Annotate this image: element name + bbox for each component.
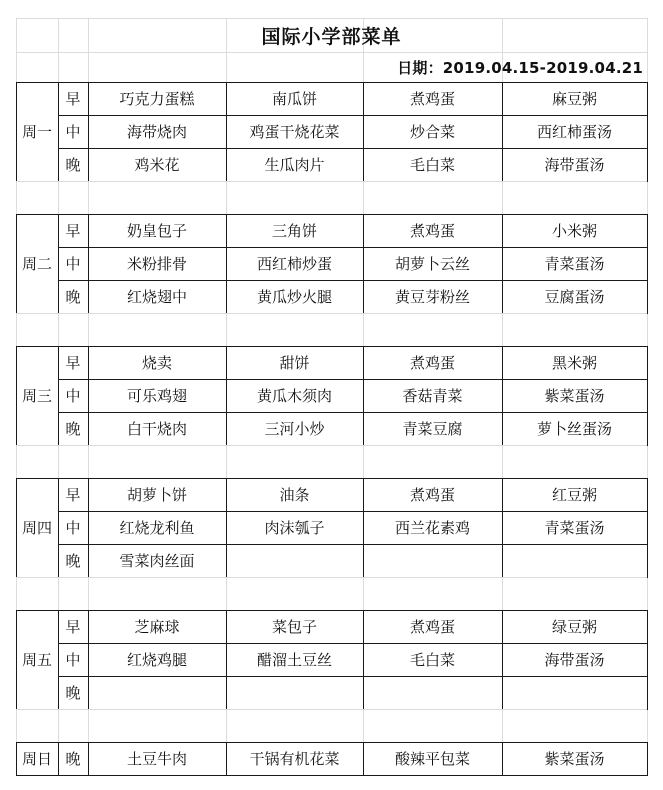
dish-cell: 干锅有机花菜 [249, 750, 340, 768]
day-label: 周三 [21, 387, 52, 405]
dish-cell: 西红柿炒蛋 [256, 255, 332, 273]
dish-cell: 煮鸡蛋 [409, 618, 455, 636]
dish-cell: 黄豆芽粉丝 [394, 288, 470, 306]
dish-cell: 西红柿蛋汤 [536, 123, 612, 141]
dish-cell: 豆腐蛋汤 [544, 288, 605, 306]
meal-label: 中 [65, 255, 81, 273]
dish-cell: 红烧翅中 [126, 288, 187, 306]
meal-label: 中 [65, 123, 81, 141]
dish-cell: 海带蛋汤 [544, 156, 605, 174]
dish-cell: 红豆粥 [551, 486, 597, 504]
dish-cell: 煮鸡蛋 [409, 90, 455, 108]
dish-cell: 白干烧肉 [126, 420, 187, 438]
dish-cell: 小米粥 [551, 222, 597, 240]
dish-cell: 胡萝卜饼 [126, 486, 187, 504]
dish-cell: 鸡米花 [134, 156, 180, 174]
dish-cell [363, 676, 502, 709]
meal-label: 晚 [65, 288, 81, 306]
dish-cell: 三角饼 [271, 222, 317, 240]
meal-label: 中 [65, 387, 81, 405]
dish-cell: 南瓜饼 [271, 90, 317, 108]
meal-label: 早 [65, 90, 81, 108]
dish-cell [502, 544, 647, 577]
meal-label: 早 [65, 222, 81, 240]
dish-cell: 紫菜蛋汤 [544, 387, 605, 405]
dish-cell: 三河小炒 [264, 420, 325, 438]
dish-cell: 紫菜蛋汤 [544, 750, 605, 768]
dish-cell: 雪菜肉丝面 [119, 552, 195, 570]
menu-title: 国际小学部菜单 [261, 25, 402, 48]
dish-cell: 海带烧肉 [126, 123, 187, 141]
dish-cell [502, 676, 647, 709]
dish-cell: 巧克力蛋糕 [119, 90, 195, 108]
dish-cell: 米粉排骨 [126, 255, 187, 273]
date-range: 日期：2019.04.15-2019.04.21 [397, 58, 643, 77]
dish-cell: 萝卜丝蛋汤 [536, 420, 612, 438]
dish-cell: 甜饼 [279, 354, 310, 372]
dish-cell [363, 544, 502, 577]
dish-cell: 煮鸡蛋 [409, 354, 455, 372]
dish-cell [226, 544, 363, 577]
meal-label: 晚 [65, 420, 81, 438]
dish-cell: 生瓜肉片 [264, 156, 325, 174]
dish-cell: 青菜蛋汤 [544, 519, 605, 537]
dish-cell: 黑米粥 [551, 354, 597, 372]
dish-cell: 麻豆粥 [551, 90, 597, 108]
dish-cell: 醋溜土豆丝 [256, 651, 332, 669]
dish-cell: 胡萝卜云丝 [394, 255, 470, 273]
dish-cell: 海带蛋汤 [544, 651, 605, 669]
day-label: 周五 [21, 651, 52, 669]
dish-cell: 酸辣平包菜 [394, 750, 470, 768]
dish-cell: 奶皇包子 [126, 222, 187, 240]
dish-cell: 青菜蛋汤 [544, 255, 605, 273]
day-label: 周四 [21, 519, 52, 537]
dish-cell: 红烧龙利鱼 [119, 519, 195, 537]
dish-cell: 毛白菜 [409, 651, 455, 669]
meal-label: 晚 [65, 684, 81, 702]
dish-cell [88, 676, 226, 709]
meal-label: 早 [65, 354, 81, 372]
dish-cell: 绿豆粥 [551, 618, 597, 636]
dish-cell: 青菜豆腐 [402, 420, 463, 438]
dish-cell: 菜包子 [271, 618, 317, 636]
meal-label: 中 [65, 651, 81, 669]
dish-cell: 黄瓜炒火腿 [256, 288, 332, 306]
dish-cell: 炒合菜 [409, 123, 455, 141]
meal-label: 晚 [65, 156, 81, 174]
meal-label: 早 [65, 618, 81, 636]
meal-label: 早 [65, 486, 81, 504]
meal-label: 晚 [65, 552, 81, 570]
dish-cell: 芝麻球 [134, 618, 180, 636]
day-label: 周二 [21, 255, 52, 273]
dish-cell: 可乐鸡翅 [126, 387, 187, 405]
dish-cell: 肉沫瓠子 [264, 519, 325, 537]
dish-cell: 毛白菜 [409, 156, 455, 174]
day-label: 周一 [21, 123, 52, 141]
dish-cell: 煮鸡蛋 [409, 222, 455, 240]
dish-cell: 黄瓜木须肉 [256, 387, 332, 405]
dish-cell: 鸡蛋干烧花菜 [249, 123, 340, 141]
dish-cell: 煮鸡蛋 [409, 486, 455, 504]
dish-cell: 红烧鸡腿 [126, 651, 187, 669]
day-label: 周日 [21, 750, 52, 768]
meal-label: 晚 [65, 750, 81, 768]
dish-cell: 土豆牛肉 [126, 750, 187, 768]
dish-cell [226, 676, 363, 709]
dish-cell: 西兰花素鸡 [394, 519, 470, 537]
meal-label: 中 [65, 519, 81, 537]
dish-cell: 烧卖 [141, 354, 172, 372]
dish-cell: 油条 [279, 486, 310, 504]
dish-cell: 香菇青菜 [402, 387, 463, 405]
